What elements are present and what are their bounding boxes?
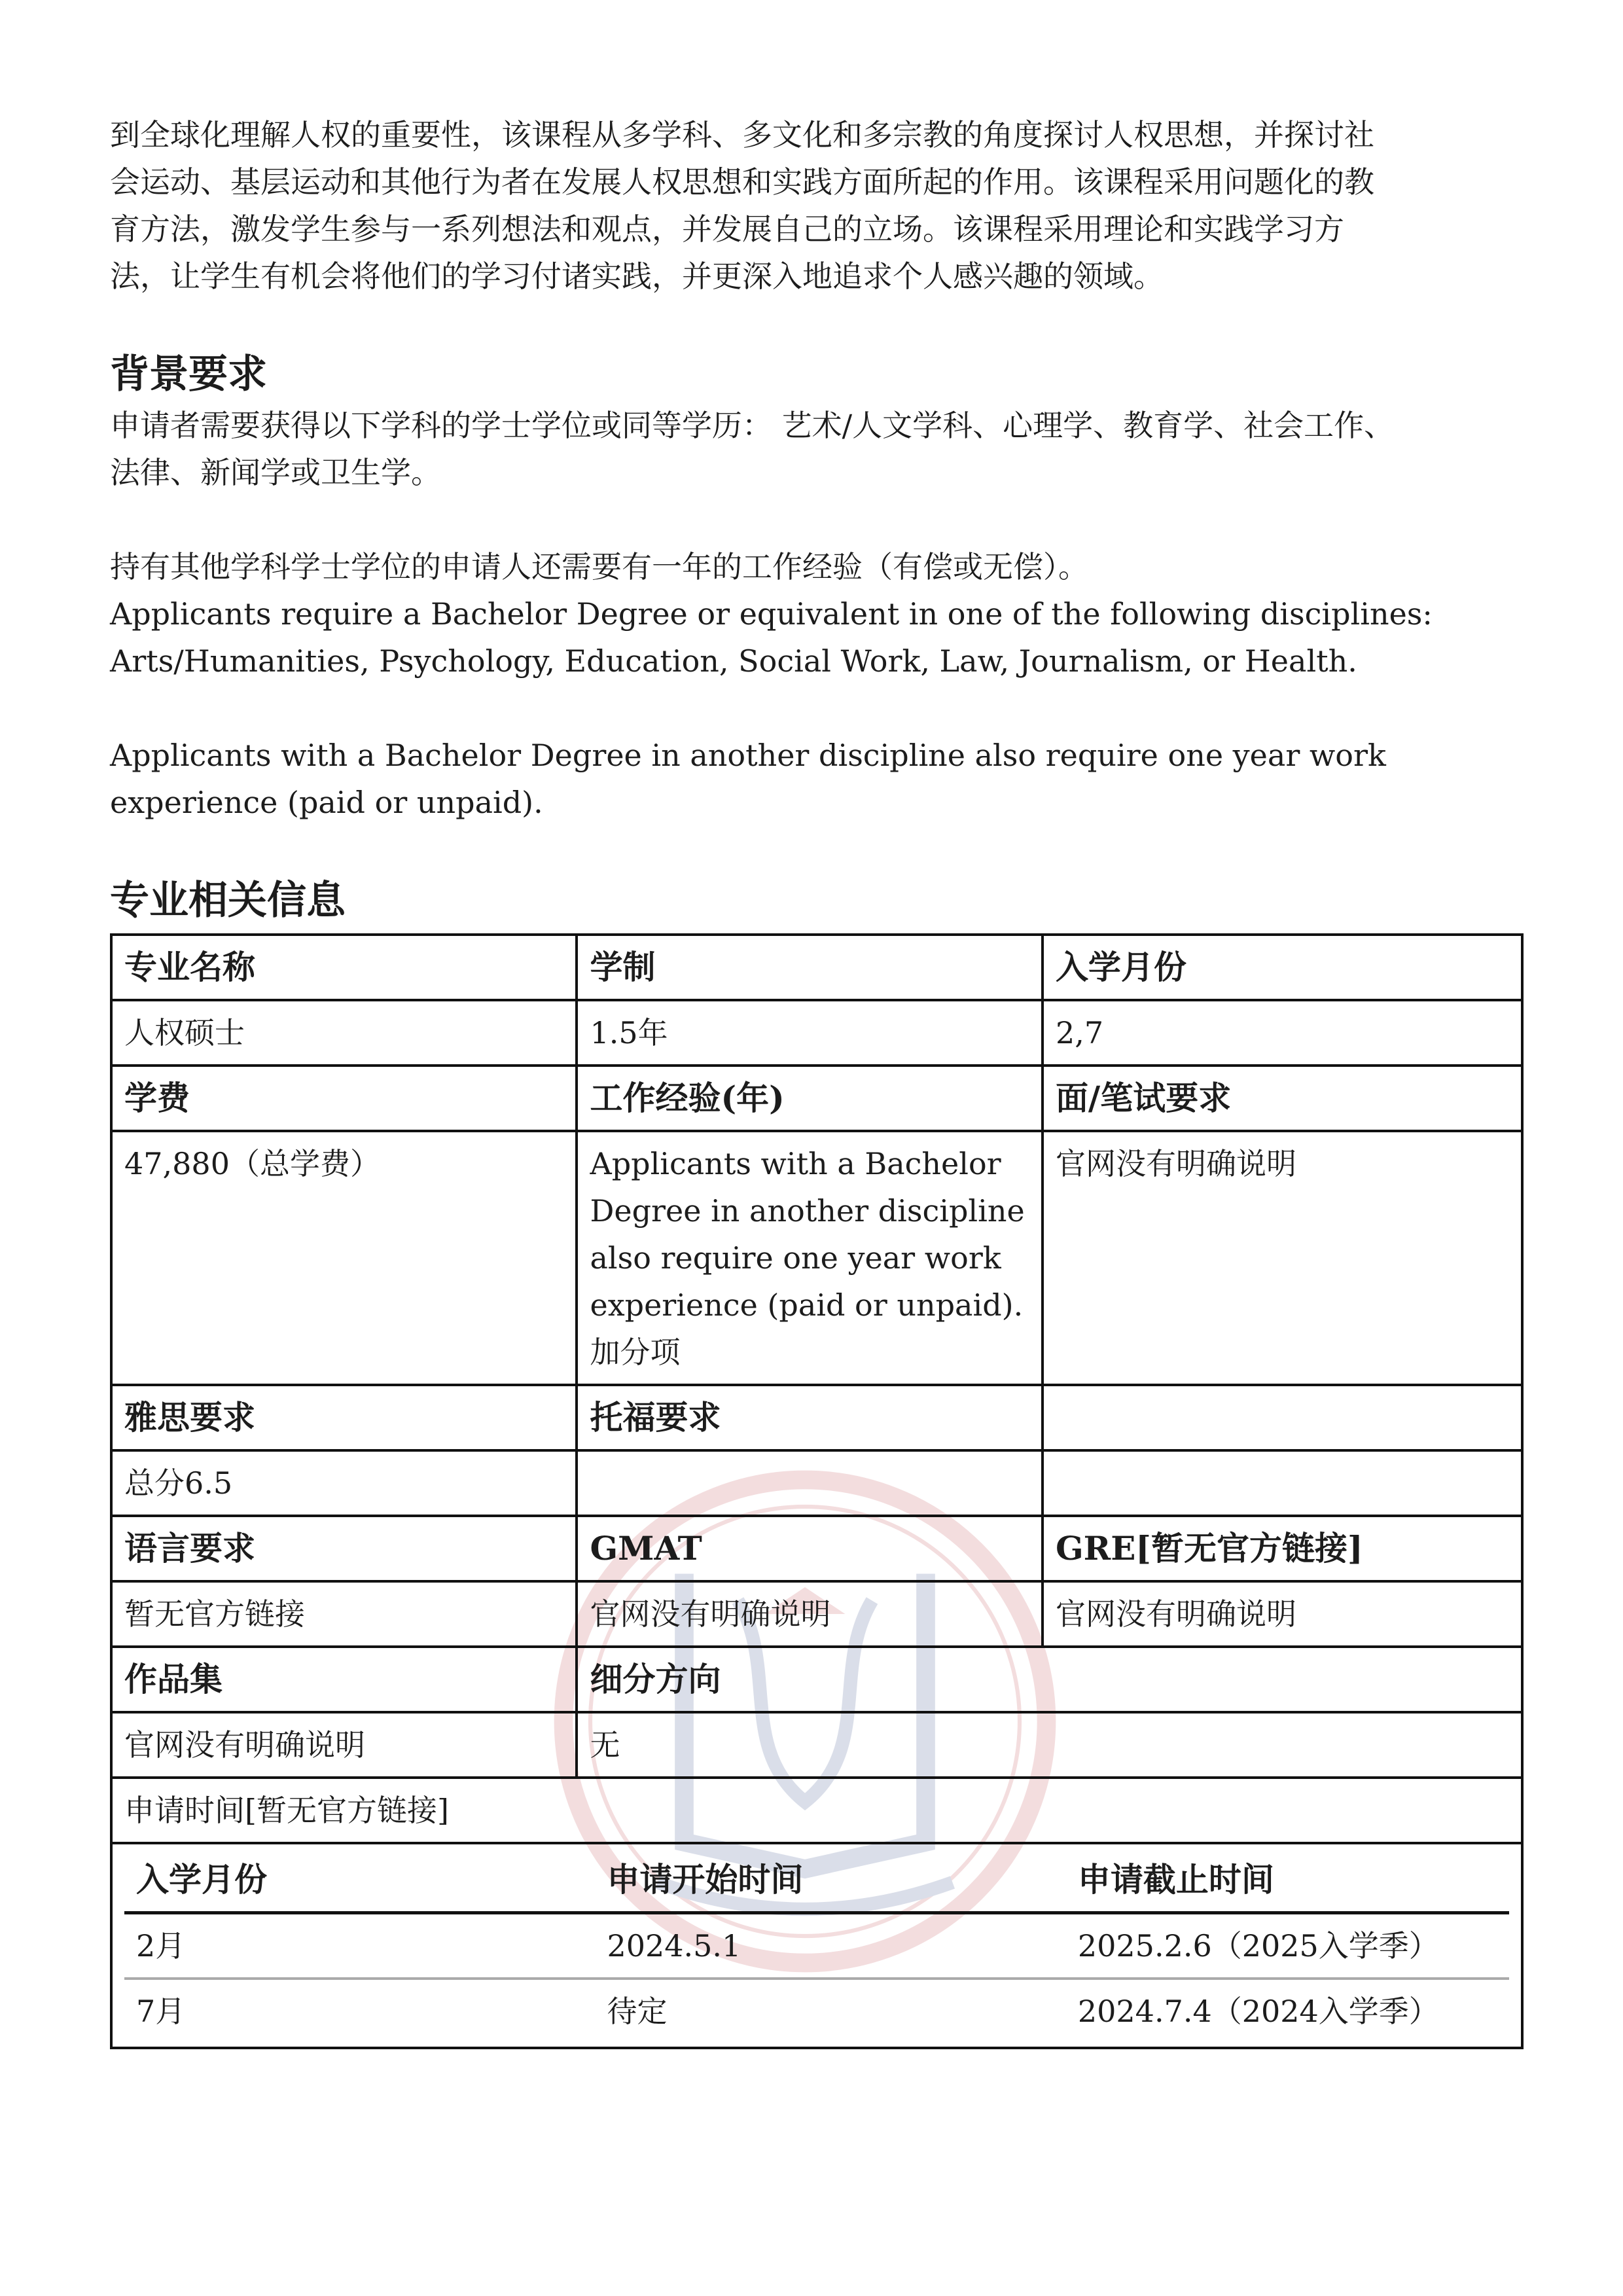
table-row	[111, 1778, 1522, 1843]
table-row	[111, 1450, 1522, 1516]
header-tuition: 学费	[111, 1066, 577, 1131]
header-ielts: 雅思要求	[111, 1385, 577, 1450]
header-portfolio: 作品集	[111, 1647, 577, 1712]
schedule-cell	[111, 1843, 1522, 2048]
table-row	[111, 1647, 1522, 1712]
table-row	[111, 1843, 1522, 2048]
value-portfolio: 官网没有明确说明	[111, 1712, 577, 1778]
value-toefl	[577, 1450, 1042, 1516]
program-info-table	[110, 933, 1524, 2049]
table-row	[111, 1581, 1522, 1647]
application-schedule-table	[124, 1848, 1509, 2043]
value-intake: 2,7	[1043, 1000, 1522, 1066]
document-page	[110, 111, 1524, 2049]
value-language: 暂无官方链接	[111, 1581, 577, 1647]
schedule-deadline: 2024.7.4（2024入学季）	[1077, 1994, 1439, 2029]
background-cn-line: 申请者需要获得以下学科的学士学位或同等学历： 艺术/人文学科、心理学、教育学、社会工作、	[110, 408, 1395, 443]
background-en-line: Applicants require a Bachelor Degree or equivalent in one of the following disciplines:	[110, 596, 1433, 632]
intro-paragraph	[110, 111, 1524, 300]
value-tuition: 47,880（总学费）	[111, 1131, 577, 1385]
schedule-start: 2024.5.1	[595, 1913, 1065, 1979]
schedule-row	[124, 1913, 1509, 1979]
value-gre: 官网没有明确说明	[1043, 1581, 1522, 1647]
header-intake: 入学月份	[1043, 935, 1522, 1000]
value-work-experience: Applicants with a Bachelor Degree in another discipline also require one year work experience (paid or unpaid).加分项	[577, 1131, 1042, 1385]
background-cn-line: 法律、新闻学或卫生学。	[110, 455, 441, 490]
schedule-month: 7月	[136, 1994, 186, 2029]
header-direction: 细分方向	[577, 1647, 1522, 1712]
schedule-header-start: 申请开始时间	[595, 1848, 1065, 1913]
background-en-experience-line: Applicants with a Bachelor Degree in another discipline also require one year work	[110, 738, 1386, 773]
intro-line: 会运动、基层运动和其他行为者在发展人权思想和实践方面所起的作用。该课程采用问题化的教	[110, 164, 1374, 200]
value-interview: 官网没有明确说明	[1043, 1131, 1522, 1385]
header-interview: 面/笔试要求	[1043, 1066, 1522, 1131]
table-row	[111, 935, 1522, 1000]
schedule-month: 2月	[124, 1913, 595, 1979]
header-toefl: 托福要求	[577, 1385, 1042, 1450]
schedule-deadline: 2025.2.6（2025入学季）	[1066, 1913, 1509, 1979]
table-row	[111, 1000, 1522, 1066]
table-row	[111, 1131, 1522, 1385]
schedule-header-month: 入学月份	[124, 1848, 595, 1913]
header-gmat: GMAT	[577, 1516, 1042, 1581]
value-gmat: 官网没有明确说明	[577, 1581, 1042, 1647]
table-row	[111, 1066, 1522, 1131]
schedule-start: 待定	[607, 1994, 668, 2029]
empty-cell	[1043, 1450, 1522, 1516]
empty-cell	[1043, 1385, 1522, 1450]
header-work-experience: 工作经验(年)	[577, 1066, 1042, 1131]
value-duration: 1.5年	[577, 1000, 1042, 1066]
background-cn-experience: 持有其他学科学士学位的申请人还需要有一年的工作经验（有偿或无偿）。	[110, 549, 1088, 584]
header-duration: 学制	[577, 935, 1042, 1000]
background-en-line: Arts/Humanities, Psychology, Education, Social Work, Law, Journalism, or Health.	[110, 643, 1357, 679]
intro-line: 到全球化理解人权的重要性，该课程从多学科、多文化和多宗教的角度探讨人权思想，并探讨社	[110, 117, 1374, 152]
intro-line: 法，让学生有机会将他们的学习付诸实践，并更深入地追求个人感兴趣的领域。	[110, 259, 1164, 294]
value-ielts: 总分6.5	[111, 1450, 577, 1516]
background-heading: 背景要求	[110, 351, 267, 397]
intro-line: 育方法，激发学生参与一系列想法和观点，并发展自己的立场。该课程采用理论和实践学习方	[110, 211, 1344, 247]
table-row	[111, 1516, 1522, 1581]
background-en-experience-line: experience (paid or unpaid).	[110, 785, 543, 820]
value-direction: 无	[577, 1712, 1522, 1778]
header-program-name: 专业名称	[111, 935, 577, 1000]
program-heading: 专业相关信息	[110, 878, 346, 924]
schedule-row	[124, 1979, 1509, 2043]
header-gre: GRE[暂无官方链接]	[1043, 1516, 1522, 1581]
schedule-header-row	[124, 1848, 1509, 1913]
header-language: 语言要求	[111, 1516, 577, 1581]
table-row	[111, 1385, 1522, 1450]
schedule-header-deadline: 申请截止时间	[1066, 1848, 1509, 1913]
application-time-label: 申请时间[暂无官方链接]	[111, 1778, 1522, 1843]
value-program-name: 人权硕士	[111, 1000, 577, 1066]
table-row	[111, 1712, 1522, 1778]
